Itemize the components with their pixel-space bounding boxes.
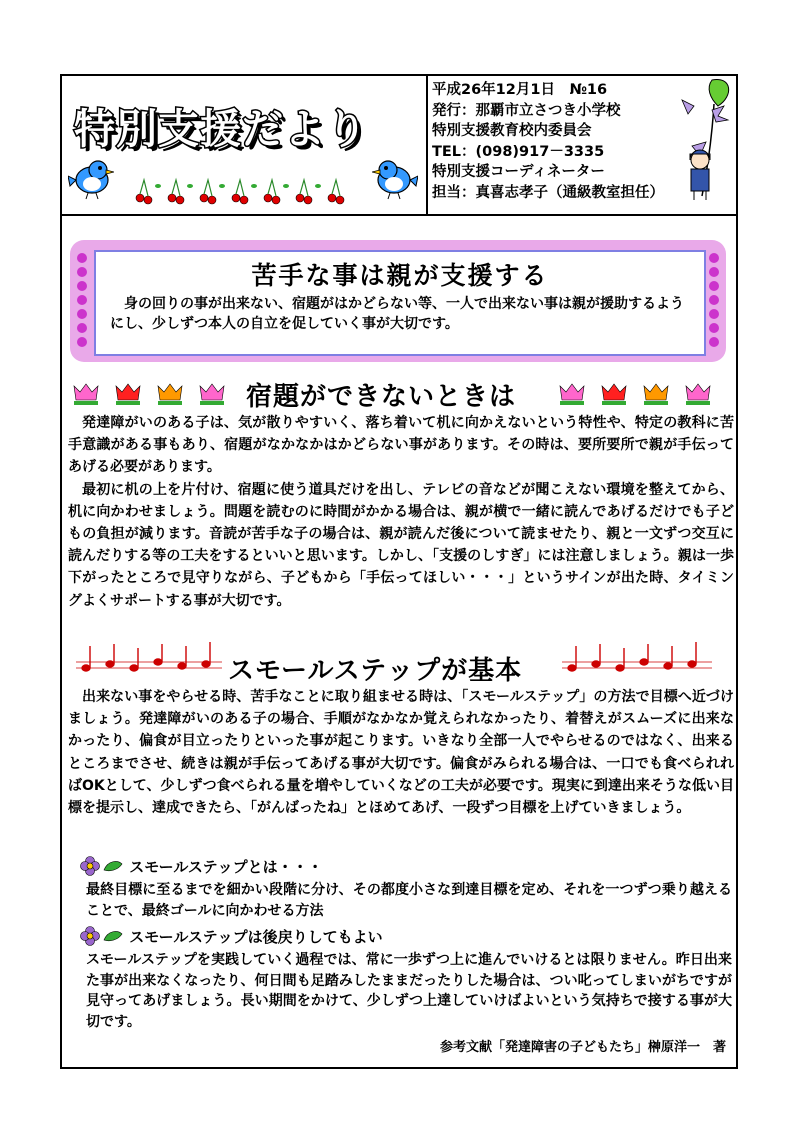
newsletter-page [60, 74, 738, 1069]
section1-paragraph-1: 発達障がいのある子は、気が散りやすいく、落ち着いて机に向かえないという特性や、特定の教科に苦手意識がある事もあり、宿題がなかなかはかどらない事があります。その時は、要所要所で親が手伝ってあげる必要があります。 [68, 415, 734, 476]
bluebird-left-icon [68, 156, 114, 200]
section2-body [68, 686, 734, 819]
issue-info [432, 80, 664, 203]
section2-title: スモールステップが基本 [228, 656, 523, 686]
tulips-right-decoration [556, 380, 722, 406]
section1-paragraph-2: 最初に机の上を片付け、宿題に使う道具だけを出し、テレビの音などが聞こえない環境を整えてから、机に向かわせましょう。問題を読むのに時間がかかる場合は、親が横で一緒に読んであげるだけでも子どもの負担が減ります。音読が苦手な子の場合は、親が読んだ後について読ませたり、親と一文ずつ交互に読んだりする等の工夫をするといいと思います。しかし、「支援のしすぎ」には注意しましょう。親は一歩下がったところで見守りながら、子どもから「手伝ってほしい・・・」というサインが出た時、タイミングよくサポートする事が大切です。 [68, 481, 734, 609]
bluebird-right-icon [372, 156, 418, 200]
dot-border-left [75, 252, 89, 350]
newsletter-title: 特別支援だより [74, 105, 368, 153]
note2-heading-row [80, 926, 383, 947]
tulips-left-decoration [70, 380, 236, 406]
header [62, 76, 736, 216]
committee: 特別支援教育校内委員会 [432, 123, 592, 139]
coordinator: 特別支援コーディネーター [432, 164, 605, 180]
dot-border-right [707, 252, 721, 350]
note1-heading: スモールステップとは・・・ [129, 858, 323, 876]
section1-body [68, 412, 734, 612]
music-notes-right-decoration [562, 640, 712, 676]
telephone: TEL：(098)917－3335 [432, 143, 605, 160]
flower-icon [80, 856, 124, 876]
note2-text: スモールステップを実践していく過程では、常に一歩ずつ上に進んでいけるとは限りません。昨日出来た事が出来なくなったり、何日間も足踏みしたままだったりした場合は、つい叱ってしまいがちですが見守ってあげましょう。長い期間をかけて、少しずつ上達していけばよいという気持ちで接する事が大切です。 [86, 952, 732, 1030]
intro-title: 苦手な事は親が支援する [251, 261, 549, 290]
reference: 参考文献「発達障害の子どもたち」榊原洋一 著 [439, 1040, 726, 1055]
intro-text: 身の回りの事が出来ない、宿題がはかどらない等、一人で出来ない事は親が援助するようにし、少しずつ本人の自立を促していく事が大切です。 [110, 296, 684, 332]
publisher: 発行：那覇市立さつき小学校 [432, 102, 621, 119]
note1-heading-row [80, 856, 323, 877]
cherries-decoration [132, 176, 362, 206]
music-notes-left-decoration [76, 640, 222, 676]
intro-box [94, 250, 706, 356]
flower-icon [80, 926, 124, 946]
section1-title: 宿題ができないときは [246, 382, 517, 412]
issue-date: 平成26年12月1日 №16 [432, 82, 608, 98]
note1-text: 最終目標に至るまでを細かい段階に分け、その都度小さな到達目標を定め、それを一つずつ乗り越えることで、最終ゴールに向かわせる方法 [86, 882, 732, 919]
note2-heading: スモールステップは後戻りしてもよい [129, 928, 383, 946]
child-with-flower-icon [672, 76, 736, 212]
intro-frame [70, 240, 726, 362]
section2-paragraph: 出来ない事をやらせる時、苦手なことに取り組ませる時は、「スモールステップ」の方法で目標へ近づけましょう。発達障がいのある子の場合、手順がなかなか覚えられなかったり、着替えがスムーズに出来なかったり、偏食が目立ったりといった事が起こります。いきなり全部一人でやらせるのではなく、出来るところまでさせ、続きは親が手伝ってあげる事が大切です。偏食がみられる場合は、一口でも食べられればOKとして、少しずつ食べられる量を増やしていくなどの工夫が必要です。現実に到達出来そうな低い目標を提示し、達成できたら、「がんばったね」とほめてあげ、一段ずつ目標を上げていきましょう。 [68, 689, 734, 817]
contact-person: 担当：真喜志孝子（通級教室担任） [432, 184, 664, 201]
title-block [62, 76, 428, 214]
